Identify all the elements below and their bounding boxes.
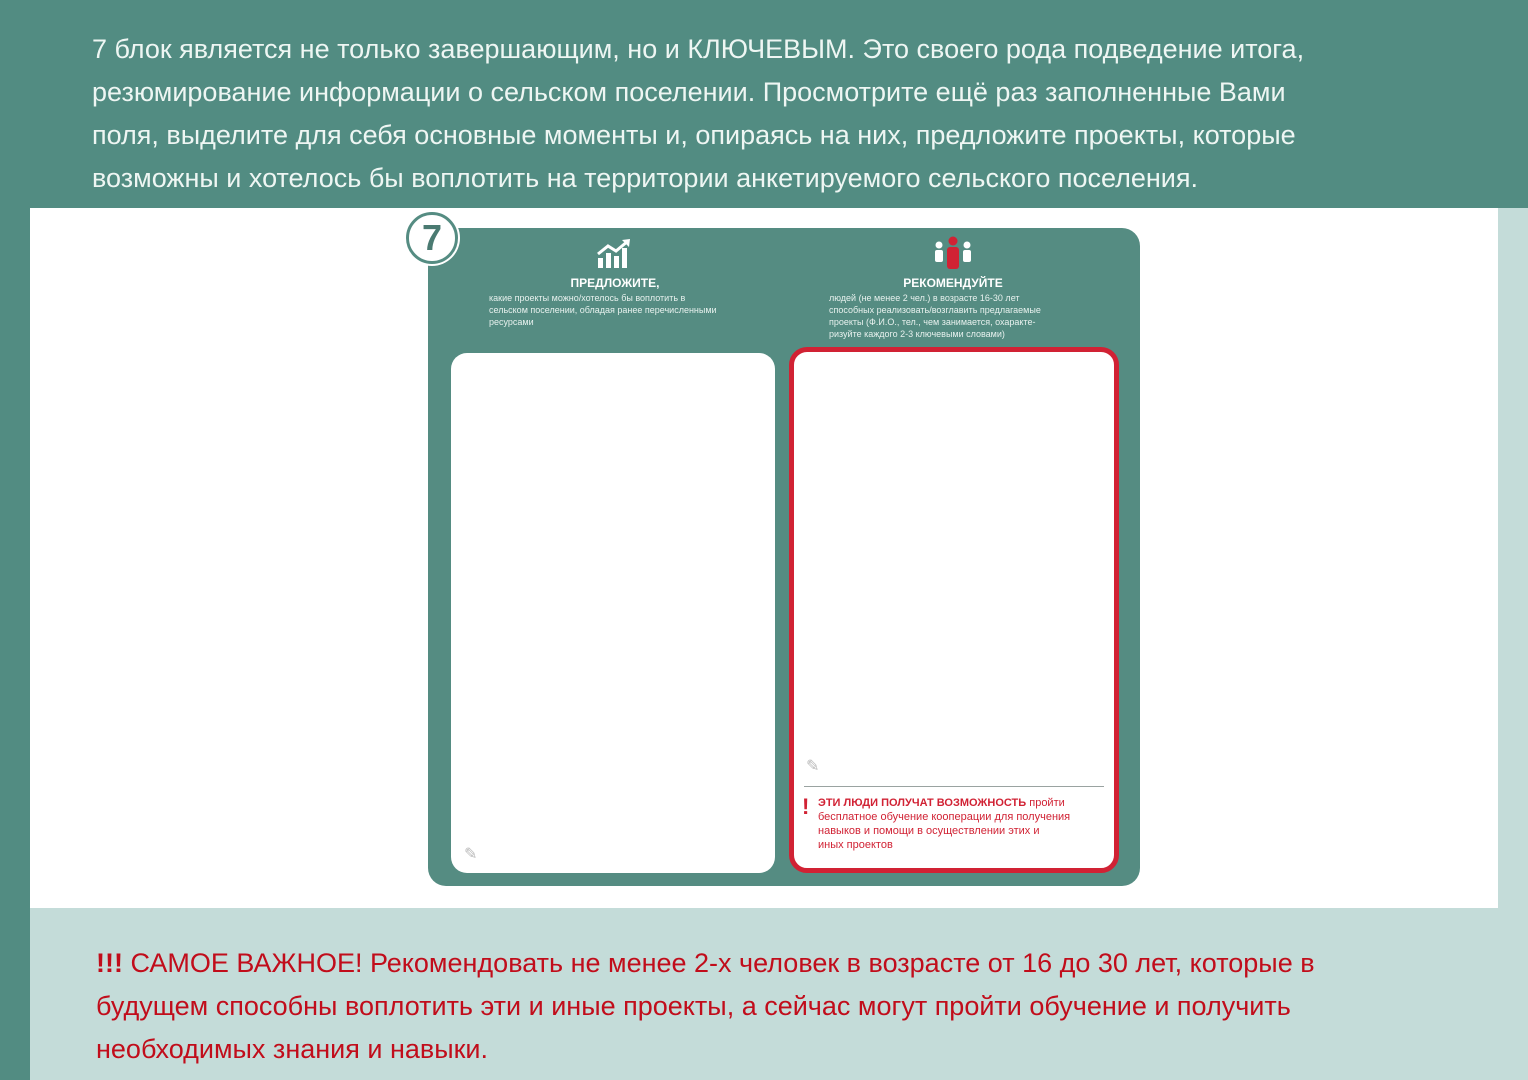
chart-growth-icon	[596, 238, 632, 270]
note-text: навыков и помощи в осуществлении этих и	[818, 825, 1040, 837]
recommend-desc-line: проекты (Ф.И.О., тел., чем занимается, охаракте-	[829, 317, 1036, 327]
propose-description	[489, 292, 759, 328]
pencil-icon: ✎	[806, 758, 820, 775]
projects-input-box[interactable]	[451, 353, 775, 873]
people-group-icon	[932, 236, 974, 270]
intro-text	[92, 28, 1492, 200]
pencil-icon: ✎	[464, 846, 478, 863]
important-line: необходимых знания и навыки.	[96, 1034, 489, 1064]
note-text: иных проектов	[818, 839, 893, 851]
propose-desc-line: какие проекты можно/хотелось бы воплотить в	[489, 293, 686, 303]
propose-desc-line: сельском поселении, обладая ранее перечисленными	[489, 305, 717, 315]
propose-title: ПРЕДЛОЖИТЕ,	[570, 276, 660, 290]
note-highlight: ЭТИ ЛЮДИ ПОЛУЧАТ ВОЗМОЖНОСТЬ	[818, 797, 1027, 809]
recommend-desc-line: людей (не менее 2 чел.) в возрасте 16-30 лет	[829, 293, 1020, 303]
important-line: будущем способны воплотить эти и иные проекты, а сейчас могут пройти обучение и получить	[96, 991, 1291, 1021]
recommend-desc-line: способных реализовать/возглавить предлагаемые	[829, 305, 1041, 315]
note-divider	[804, 786, 1104, 787]
recommend-desc-line: ризуйте каждого 2-3 ключевыми словами)	[829, 329, 1005, 339]
opportunity-note	[818, 796, 1108, 852]
intro-line: 7 блок является не только завершающим, но и КЛЮЧЕВЫМ. Это своего рода подведение итога,	[92, 34, 1305, 64]
important-text	[96, 942, 1476, 1071]
left-stripe	[0, 208, 30, 1080]
right-stripe	[1498, 208, 1528, 908]
intro-line: возможны и хотелось бы воплотить на территории анкетируемого сельского поселения.	[92, 163, 1198, 193]
recommend-description	[829, 292, 1109, 340]
important-mark: !!!	[96, 948, 123, 978]
important-panel	[30, 908, 1528, 1080]
note-text: бесплатное обучение кооперации для получения	[818, 811, 1071, 823]
recommend-input-box[interactable]	[789, 347, 1119, 873]
block-number-badge: 7	[406, 212, 458, 264]
propose-desc-line: ресурсами	[489, 317, 534, 327]
note-text: пройти	[1026, 797, 1065, 809]
important-line: САМОЕ ВАЖНОЕ! Рекомендовать не менее 2-х человек в возрасте от 16 до 30 лет, которые в	[122, 948, 1315, 978]
exclamation-icon: !	[802, 794, 810, 819]
recommend-title: РЕКОМЕНДУЙТЕ	[903, 276, 1003, 290]
intro-line: резюмирование информации о сельском поселении. Просмотрите ещё раз заполненные Вами	[92, 77, 1286, 107]
intro-line: поля, выделите для себя основные моменты и, опираясь на них, предложите проекты, которые	[92, 120, 1296, 150]
